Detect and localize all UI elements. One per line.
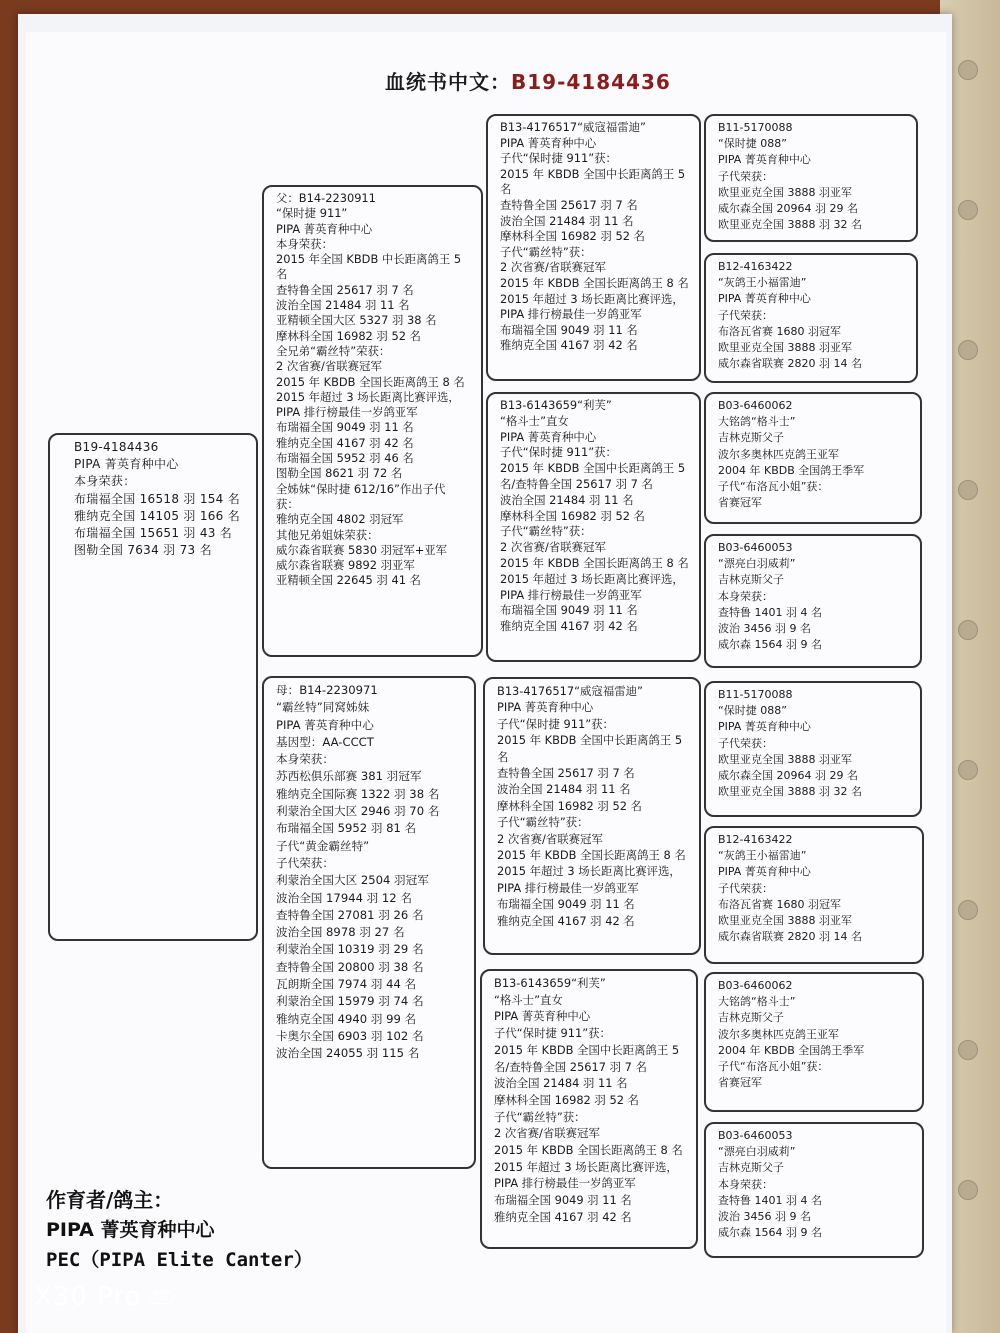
great-grandparent-card <box>704 114 918 242</box>
camera-watermark <box>34 1282 174 1312</box>
record-line: 查特鲁全国 20800 羽 38 名 <box>276 959 424 974</box>
record-line: 获： <box>276 496 299 511</box>
record-line: B03-6460062 <box>718 399 793 412</box>
record-line: 查特鲁 1401 羽 4 名 <box>718 605 822 619</box>
record-line: 名/查特鲁全国 25617 羽 7 名 <box>500 476 653 491</box>
record-line: 雅纳克全国 4167 羽 42 名 <box>497 913 635 928</box>
record-line: 欧里亚克全国 3888 羽 32 名 <box>718 785 862 799</box>
binder-hole <box>958 340 978 360</box>
record-line: “保时捷 088” <box>718 704 787 718</box>
record-line: 欧里亚克全国 3888 羽亚军 <box>718 914 852 928</box>
record-line: 波治全国 17944 羽 12 名 <box>276 890 412 905</box>
record-line: 子代“保时捷 911”获： <box>497 716 614 731</box>
record-line: B12-4163422 <box>718 260 793 273</box>
binder-hole <box>958 1040 978 1060</box>
record-line: 威尔森全国 20964 羽 29 名 <box>718 769 858 783</box>
granddam-maternal-card <box>480 969 698 1249</box>
binder-hole <box>958 480 978 500</box>
record-line: 布洛瓦省赛 1680 羽冠军 <box>718 324 841 338</box>
record-line: 子代“保时捷 911”获： <box>494 1026 611 1041</box>
record-line: 摩林科全国 16982 羽 52 名 <box>494 1092 639 1107</box>
record-line: 查特鲁全国 25617 羽 7 名 <box>500 197 638 212</box>
great-grandparent-card <box>704 253 918 383</box>
record-line: B13-4176517“威寇福雷迪” <box>497 684 643 698</box>
record-line: 子代“霸丝特”获： <box>494 1109 586 1124</box>
record-line: 利蒙治全国 10319 羽 29 名 <box>276 942 424 957</box>
record-line: 子代“保时捷 911”获： <box>500 151 617 166</box>
record-line: 2015 年全国 KBDB 中长距离鸽王 5 <box>276 252 462 267</box>
father-card <box>262 185 483 657</box>
record-line: 布瑞福全国 9049 羽 11 名 <box>500 322 638 337</box>
binder-hole <box>958 60 978 80</box>
record-line: “格斗士”直女 <box>500 413 569 428</box>
record-line: 大铭鸽“格斗士” <box>718 415 796 429</box>
record-line: 2 次省赛/省联赛冠军 <box>500 540 606 555</box>
document-title <box>385 66 705 95</box>
record-line: 布瑞福全国 9049 羽 11 名 <box>497 897 635 912</box>
record-line: 波治全国 24055 羽 115 名 <box>276 1046 420 1061</box>
record-line: 子代荣获： <box>718 881 773 895</box>
record-line: 雅纳克全国 4940 羽 99 名 <box>276 1011 417 1026</box>
record-line: 查特鲁 1401 羽 4 名 <box>718 1193 822 1207</box>
record-line: 威尔森全国 20964 羽 29 名 <box>718 202 858 216</box>
record-line: 布瑞福全国 9049 羽 11 名 <box>494 1193 632 1208</box>
binder-hole <box>958 1180 978 1200</box>
record-line: “灰鸽王小福雷迪” <box>718 276 807 290</box>
record-line: B03-6460053 <box>718 541 793 554</box>
binder-hole <box>958 900 978 920</box>
record-line: “格斗士”直女 <box>494 992 563 1007</box>
record-line: 欧里亚克全国 3888 羽亚军 <box>718 341 852 355</box>
record-line: B11-5170088 <box>718 688 793 701</box>
record-line: 名 <box>497 749 509 764</box>
record-line: 雅纳克全国 4167 羽 42 名 <box>276 435 414 450</box>
record-line: “保时捷 088” <box>718 137 787 151</box>
record-line: PIPA 菁英育种中心 <box>276 221 373 236</box>
record-line: B11-5170088 <box>718 121 793 134</box>
record-line: 雅纳克全国 14105 羽 166 名 <box>74 508 241 523</box>
title-ring-code: B19-4184436 <box>511 70 671 94</box>
binder-hole <box>958 760 978 780</box>
record-line: 查特鲁全国 27081 羽 26 名 <box>276 907 424 922</box>
record-line: 吉林克斯父子 <box>718 1011 784 1025</box>
record-line: 2 次省赛/省联赛冠军 <box>494 1126 600 1141</box>
record-line: 布洛瓦省赛 1680 羽冠军 <box>718 897 841 911</box>
record-line: PIPA 菁英育种中心 <box>718 720 811 734</box>
record-line: 2015 年 KBDB 全国长距离鸽王 8 名 <box>276 374 465 389</box>
record-line: PIPA 菁英育种中心 <box>500 429 597 444</box>
record-line: 雅纳克全国 4167 羽 42 名 <box>494 1209 632 1224</box>
record-line: 布瑞福全国 9049 羽 11 名 <box>276 420 414 435</box>
record-line: 波治全国 8978 羽 27 名 <box>276 925 405 940</box>
record-line: 全兄弟“霸丝特”荣获： <box>276 343 391 358</box>
record-line: 2015 年 KBDB 全国长距离鸽王 8 名 <box>500 555 689 570</box>
record-line: 亚精顿全国 22645 羽 41 名 <box>276 573 421 588</box>
record-line: 查特鲁全国 25617 羽 7 名 <box>276 282 414 297</box>
record-line: 雅纳克全国际赛 1322 羽 38 名 <box>276 786 440 801</box>
record-line: 子代荣获： <box>276 855 334 870</box>
record-line: 威尔森省联赛 9892 羽亚军 <box>276 558 415 573</box>
record-line: “霸丝特”同窝姊妹 <box>276 700 370 715</box>
record-line: 父：B14-2230911 <box>276 191 376 205</box>
record-line: 2015 年超过 3 场长距离比赛评选， <box>494 1159 678 1174</box>
record-line: 基因型：AA-CCCT <box>276 734 374 749</box>
grandsire-maternal-card <box>483 677 701 955</box>
record-line: 威尔森省联赛 5830 羽冠军+亚军 <box>276 542 448 557</box>
record-line: 欧里亚克全国 3888 羽亚军 <box>718 752 852 766</box>
record-line: B13-4176517“威寇福雷迪” <box>500 120 646 134</box>
record-line: 威尔森 1564 羽 9 名 <box>718 638 822 652</box>
record-line: 子代“霸丝特”获： <box>500 244 592 259</box>
record-line: “漂亮白羽威莉” <box>718 557 796 571</box>
record-line: “漂亮白羽威莉” <box>718 1145 796 1159</box>
record-line: 布瑞福全国 16518 羽 154 名 <box>74 491 241 506</box>
record-line: 利蒙治全国大区 2504 羽冠军 <box>276 873 429 888</box>
record-line: 布瑞福全国 15651 羽 43 名 <box>74 526 233 541</box>
record-line: 2015 年超过 3 场长距离比赛评选， <box>500 571 684 586</box>
record-line: PIPA 菁英育种中心 <box>718 865 811 879</box>
record-line: 省赛冠军 <box>718 1076 762 1090</box>
record-line: 2 次省赛/省联赛冠军 <box>500 260 606 275</box>
record-line: “保时捷 911” <box>276 206 348 221</box>
record-line: 波治全国 21484 羽 11 名 <box>494 1076 628 1091</box>
record-line: 2015 年 KBDB 全国中长距离鸽王 5 <box>494 1042 680 1057</box>
record-line: PIPA 菁英育种中心 <box>718 153 811 167</box>
record-line: 2015 年 KBDB 全国中长距离鸽王 5 <box>497 733 683 748</box>
record-line: 省赛冠军 <box>718 496 762 510</box>
title-label: 血统书中文： <box>385 70 511 94</box>
record-line: 吉林克斯父子 <box>718 431 784 445</box>
great-grandparent-card <box>704 681 922 817</box>
record-line: 本身荣获： <box>718 1177 773 1191</box>
record-line: 2015 年 KBDB 全国长距离鸽王 8 名 <box>497 848 686 863</box>
record-line: 2015 年 KBDB 全国中长距离鸽王 5 <box>500 166 686 181</box>
record-line: 波治全国 21484 羽 11 名 <box>500 213 634 228</box>
record-line: 威尔森 1564 羽 9 名 <box>718 1226 822 1240</box>
record-line: 波治全国 21484 羽 11 名 <box>500 492 634 507</box>
record-line: 2004 年 KBDB 全国鸽王季军 <box>718 463 865 477</box>
mother-card <box>262 676 476 1169</box>
record-line: “灰鸽王小福雷迪” <box>718 849 807 863</box>
record-line: 2015 年 KBDB 全国长距离鸽王 8 名 <box>500 275 689 290</box>
record-line: 子代“布洛瓦小姐”获： <box>718 480 829 494</box>
record-line: 子代荣获： <box>718 169 773 183</box>
record-line: PIPA 排行榜最佳一岁鸽亚军 <box>276 405 418 420</box>
record-line: 2 次省赛/省联赛冠军 <box>497 831 603 846</box>
great-grandparent-card <box>704 392 922 524</box>
record-line: 子代“霸丝特”获： <box>500 524 592 539</box>
record-line: 2 次省赛/省联赛冠军 <box>276 359 382 374</box>
record-line: B03-6460053 <box>718 1129 793 1142</box>
record-line: PIPA 菁英育种中心 <box>718 292 811 306</box>
record-line: 大铭鸽“格斗士” <box>718 995 796 1009</box>
record-line: B19-4184436 <box>74 440 159 454</box>
record-line: PIPA 菁英育种中心 <box>500 135 597 150</box>
great-grandparent-card <box>704 972 924 1112</box>
network-badge: 5G <box>149 1291 173 1304</box>
record-line: 子代“布洛瓦小姐”获： <box>718 1060 829 1074</box>
record-line: 卡奥尔全国 6903 羽 102 名 <box>276 1028 424 1043</box>
breeder-label: 作育者/鸽主： <box>46 1188 174 1212</box>
record-line: PIPA 排行榜最佳一岁鸽亚军 <box>497 880 639 895</box>
record-line: 2015 年超过 3 场长距离比赛评选， <box>276 389 460 404</box>
record-line: 布瑞福全国 5952 羽 46 名 <box>276 451 414 466</box>
record-line: 其他兄弟姐妹荣获： <box>276 527 379 542</box>
record-line: 波尔多奥林匹克鸽王亚军 <box>718 447 839 461</box>
record-line: B13-6143659“利芙” <box>494 976 606 990</box>
record-line: 欧里亚克全国 3888 羽 32 名 <box>718 218 862 232</box>
granddam-paternal-card <box>486 392 701 662</box>
record-line: 瓦朗斯全国 7974 羽 44 名 <box>276 977 417 992</box>
record-line: 本身荣获： <box>276 236 333 251</box>
record-line: 威尔森省联赛 2820 羽 14 名 <box>718 357 862 371</box>
record-line: 摩林科全国 16982 羽 52 名 <box>500 229 645 244</box>
record-line: 利蒙治全国 15979 羽 74 名 <box>276 994 424 1009</box>
breeder-info <box>46 1185 313 1275</box>
breeder-name: PIPA 菁英育种中心 <box>46 1219 215 1241</box>
record-line: 亚精顿全国大区 5327 羽 38 名 <box>276 313 437 328</box>
record-line: 子代“黄金霸丝特” <box>276 838 370 853</box>
record-line: 名 <box>276 267 288 282</box>
record-line: 雅纳克全国 4167 羽 42 名 <box>500 619 638 634</box>
record-line: 雅纳克全国 4802 羽冠军 <box>276 512 404 527</box>
record-line: 吉林克斯父子 <box>718 573 784 587</box>
record-line: 欧里亚克全国 3888 羽亚军 <box>718 185 852 199</box>
record-line: 苏西松俱乐部赛 381 羽冠军 <box>276 769 422 784</box>
record-line: 母：B14-2230971 <box>276 683 378 697</box>
record-line: 名 <box>500 182 512 197</box>
self-card <box>48 433 258 941</box>
record-line: 雅纳克全国 4167 羽 42 名 <box>500 338 638 353</box>
record-line: 图勒全国 8621 羽 72 名 <box>276 466 403 481</box>
record-line: PIPA 排行榜最佳一岁鸽亚军 <box>500 307 642 322</box>
great-grandparent-card <box>704 826 924 964</box>
record-line: PIPA 排行榜最佳一岁鸽亚军 <box>494 1176 636 1191</box>
great-grandparent-card <box>704 534 922 668</box>
record-line: 2015 年超过 3 场长距离比赛评选， <box>500 291 684 306</box>
camera-model: X30 Pro <box>34 1282 142 1312</box>
record-line: 波治 3456 羽 9 名 <box>718 622 811 636</box>
record-line: PIPA 菁英育种中心 <box>276 717 374 732</box>
record-line: 波尔多奥林匹克鸽王亚军 <box>718 1027 839 1041</box>
record-line: PIPA 菁英育种中心 <box>497 700 594 715</box>
record-line: 波治全国 21484 羽 11 名 <box>276 298 410 313</box>
record-line: B12-4163422 <box>718 833 793 846</box>
record-line: 2004 年 KBDB 全国鸽王季军 <box>718 1043 865 1057</box>
record-line: B03-6460062 <box>718 979 793 992</box>
binder-hole <box>958 200 978 220</box>
record-line: 波治全国 21484 羽 11 名 <box>497 782 631 797</box>
record-line: 摩林科全国 16982 羽 52 名 <box>276 328 421 343</box>
record-line: PIPA 菁英育种中心 <box>74 457 179 472</box>
record-line: 本身荣获： <box>718 589 773 603</box>
great-grandparent-card <box>704 1122 924 1258</box>
record-line: 图勒全国 7634 羽 73 名 <box>74 543 212 558</box>
record-line: 本身荣获： <box>74 474 136 489</box>
record-line: 子代“保时捷 911”获： <box>500 445 617 460</box>
record-line: 波治 3456 羽 9 名 <box>718 1210 811 1224</box>
record-line: 子代荣获： <box>718 308 773 322</box>
record-line: 子代“霸丝特”获： <box>497 815 589 830</box>
record-line: 利蒙治全国大区 2946 羽 70 名 <box>276 804 440 819</box>
grandsire-paternal-card <box>486 114 701 381</box>
record-line: B13-6143659“利芙” <box>500 398 612 412</box>
record-line: 2015 年超过 3 场长距离比赛评选， <box>497 864 681 879</box>
binder-hole <box>958 620 978 640</box>
record-line: PIPA 排行榜最佳一岁鸽亚军 <box>500 587 642 602</box>
record-line: 2015 年 KBDB 全国长距离鸽王 8 名 <box>494 1143 683 1158</box>
record-line: 摩林科全国 16982 羽 52 名 <box>497 798 642 813</box>
record-line: 布瑞福全国 9049 羽 11 名 <box>500 603 638 618</box>
record-line: PIPA 菁英育种中心 <box>494 1009 591 1024</box>
breeder-english-name: PEC（PIPA Elite Canter） <box>46 1249 313 1271</box>
record-line: 布瑞福全国 5952 羽 81 名 <box>276 821 417 836</box>
record-line: 名/查特鲁全国 25617 羽 7 名 <box>494 1059 647 1074</box>
record-line: 本身荣获： <box>276 752 334 767</box>
record-line: 吉林克斯父子 <box>718 1161 784 1175</box>
record-line: 查特鲁全国 25617 羽 7 名 <box>497 766 635 781</box>
record-line: 威尔森省联赛 2820 羽 14 名 <box>718 930 862 944</box>
record-line: 子代荣获： <box>718 736 773 750</box>
record-line: 摩林科全国 16982 羽 52 名 <box>500 508 645 523</box>
record-line: 全姊妹“保时捷 612/16”作出子代 <box>276 481 446 496</box>
record-line: 2015 年 KBDB 全国中长距离鸽王 5 <box>500 461 686 476</box>
